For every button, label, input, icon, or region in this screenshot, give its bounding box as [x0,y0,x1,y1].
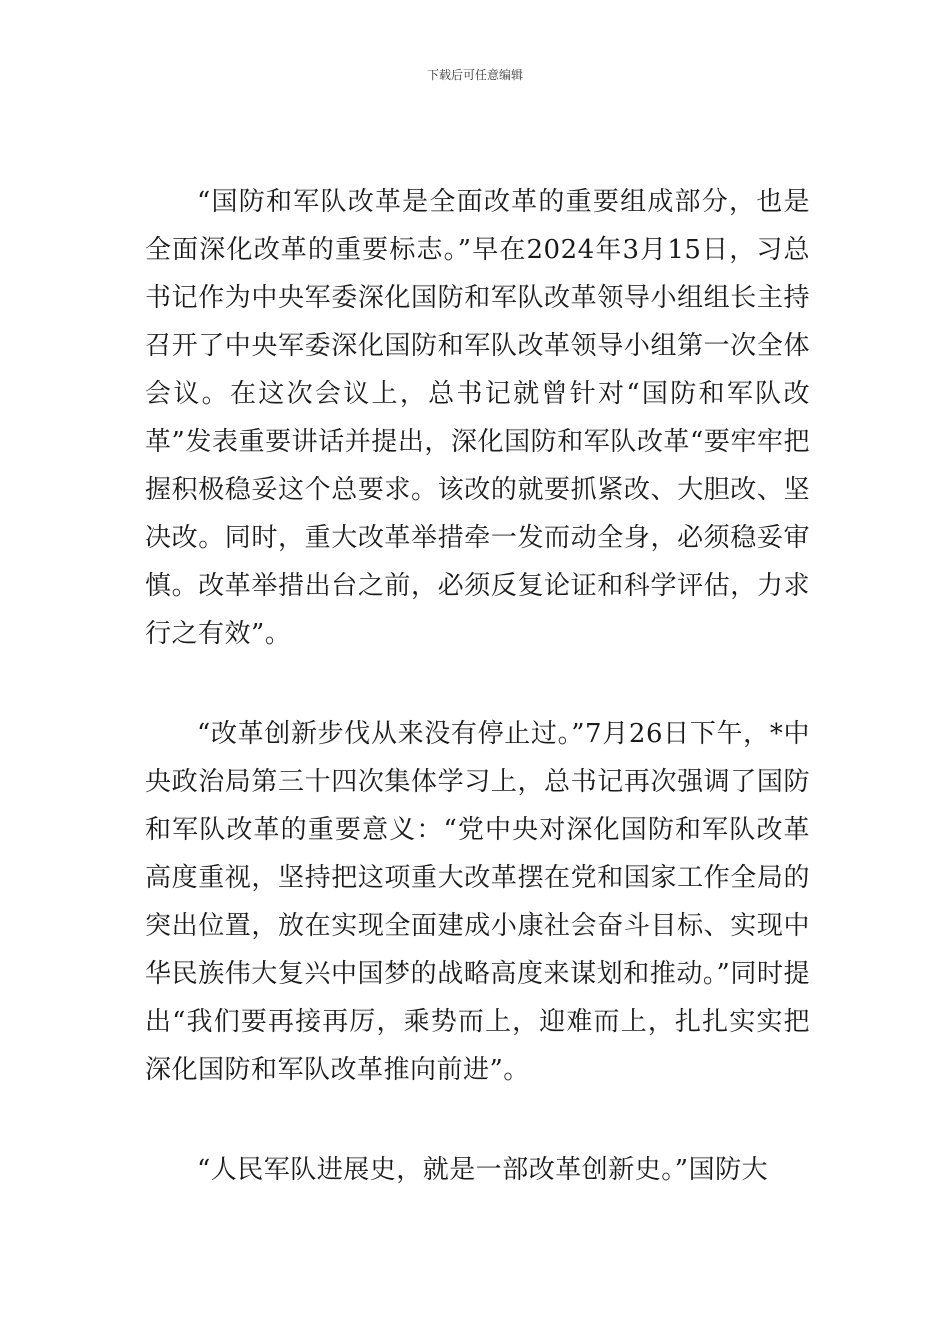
paragraph-3: “人民军队进展史，就是一部改革创新史。”国防大 [197,1155,769,1185]
document-body [145,178,810,1246]
paragraph-1: “国防和军队改革是全面改革的重要组成部分，也是全面深化改革的重要标志。”早在2024年3月15日，习总书记作为中央军委深化国防和军队改革领导小组组长主持召开了中央军委深化国防和军队改革领导小组第一次全体会议。在这次会议上，总书记就曾针对“国防和军队改革”发表重要讲话并提出，深化国防和军队改革“要牢牢把握积极稳妥这个总要求。该改的就要抓紧改、大胆改、坚决改。同时，重大改革举措牵一发而动全身，必须稳妥审慎。改革举措出台之前，必须反复论证和科学评估，力求行之有效”。 [145,187,810,649]
paragraph-2: “改革创新步伐从来没有停止过。”7月26日下午，*中央政治局第三十四次集体学习上，总书记再次强调了国防和军队改革的重要意义：“党中央对深化国防和军队改革高度重视，坚持把这项重大改革摆在党和国家工作全局的突出位置，放在实现全面建成小康社会奋斗目标、实现中华民族伟大复兴中国梦的战略高度来谋划和推动。”同时提出“我们要再接再厉，乘势而上，迎难而上，扎扎实实把深化国防和军队改革推向前进”。 [145,719,810,1085]
page-header: 下载后可任意编辑 [426,68,523,82]
